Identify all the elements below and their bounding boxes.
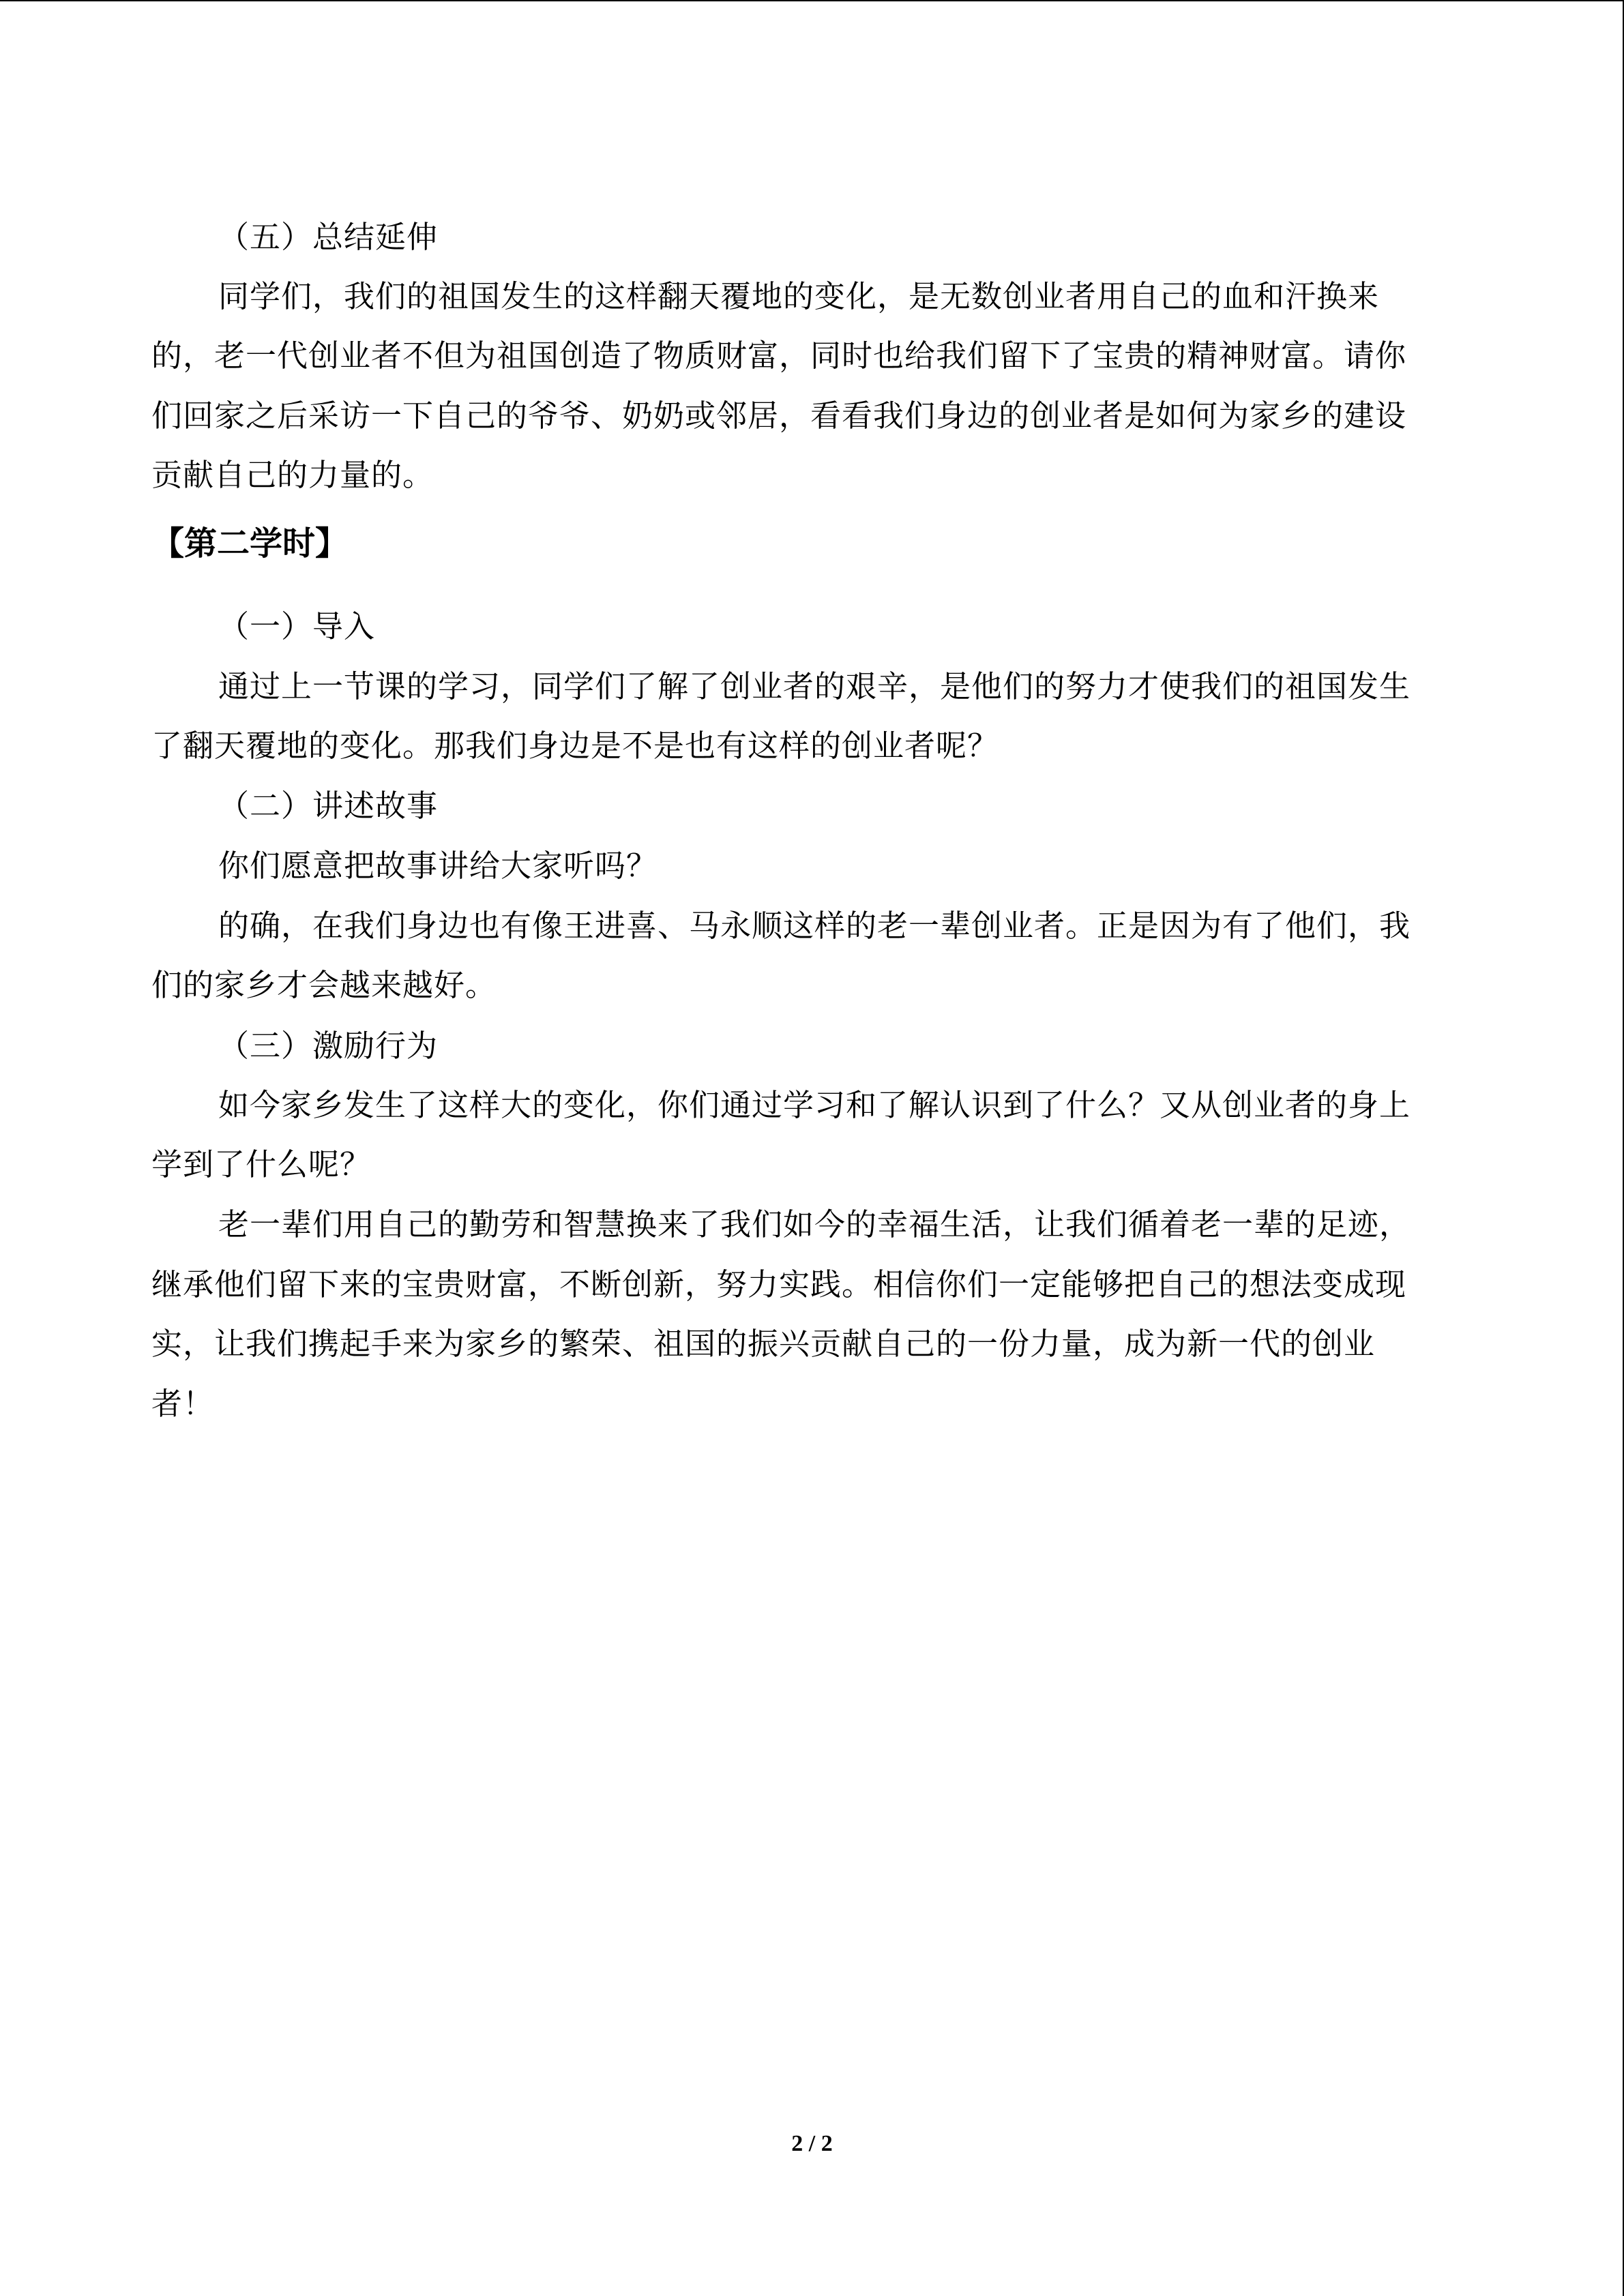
inspire-line-4: 继承他们留下来的宝贵财富，不断创新，努力实践。相信你们一定能够把自己的想法变成现: [151, 1266, 1407, 1302]
lesson2-title: 【第二学时】: [151, 524, 349, 563]
intro-heading: （一）导入: [218, 608, 376, 644]
summary-line-2: 的，老一代创业者不但为祖国创造了物质财富，同时也给我们留下了宝贵的精神财富。请你: [151, 338, 1407, 374]
summary-line-4: 贡献自己的力量的。: [151, 457, 434, 493]
summary-line-3: 们回家之后采访一下自己的爷爷、奶奶或邻居，看看我们身边的创业者是如何为家乡的建设: [151, 398, 1407, 434]
inspire-line-3: 老一辈们用自己的勤劳和智慧换来了我们如今的幸福生活，让我们循着老一辈的足迹，: [218, 1206, 1411, 1242]
story-heading: （二）讲述故事: [218, 788, 439, 824]
story-line-1: 你们愿意把故事讲给大家听吗？: [218, 848, 658, 884]
inspire-line-1: 如今家乡发生了这样大的变化，你们通过学习和了解认识到了什么？又从创业者的身上: [218, 1087, 1411, 1123]
summary-line-1: 同学们，我们的祖国发生的这样翻天覆地的变化，是无数创业者用自己的血和汗换来: [218, 278, 1380, 314]
intro-line-1: 通过上一节课的学习，同学们了解了创业者的艰辛，是他们的努力才使我们的祖国发生: [218, 668, 1411, 704]
inspire-line-6: 者！: [151, 1386, 215, 1422]
summary-heading: （五）总结延伸: [218, 219, 439, 255]
intro-line-2: 了翻天覆地的变化。那我们身边是不是也有这样的创业者呢？: [151, 728, 999, 764]
story-line-2: 的确，在我们身边也有像王进喜、马永顺这样的老一辈创业者。正是因为有了他们，我: [218, 908, 1411, 944]
inspire-line-2: 学到了什么呢？: [151, 1146, 372, 1182]
page-number: 2 / 2: [791, 2131, 833, 2156]
inspire-line-5: 实，让我们携起手来为家乡的繁荣、祖国的振兴贡献自己的一份力量，成为新一代的创业: [151, 1326, 1376, 1362]
inspire-heading: （三）激励行为: [218, 1028, 439, 1064]
story-line-3: 们的家乡才会越来越好。: [151, 967, 497, 1003]
